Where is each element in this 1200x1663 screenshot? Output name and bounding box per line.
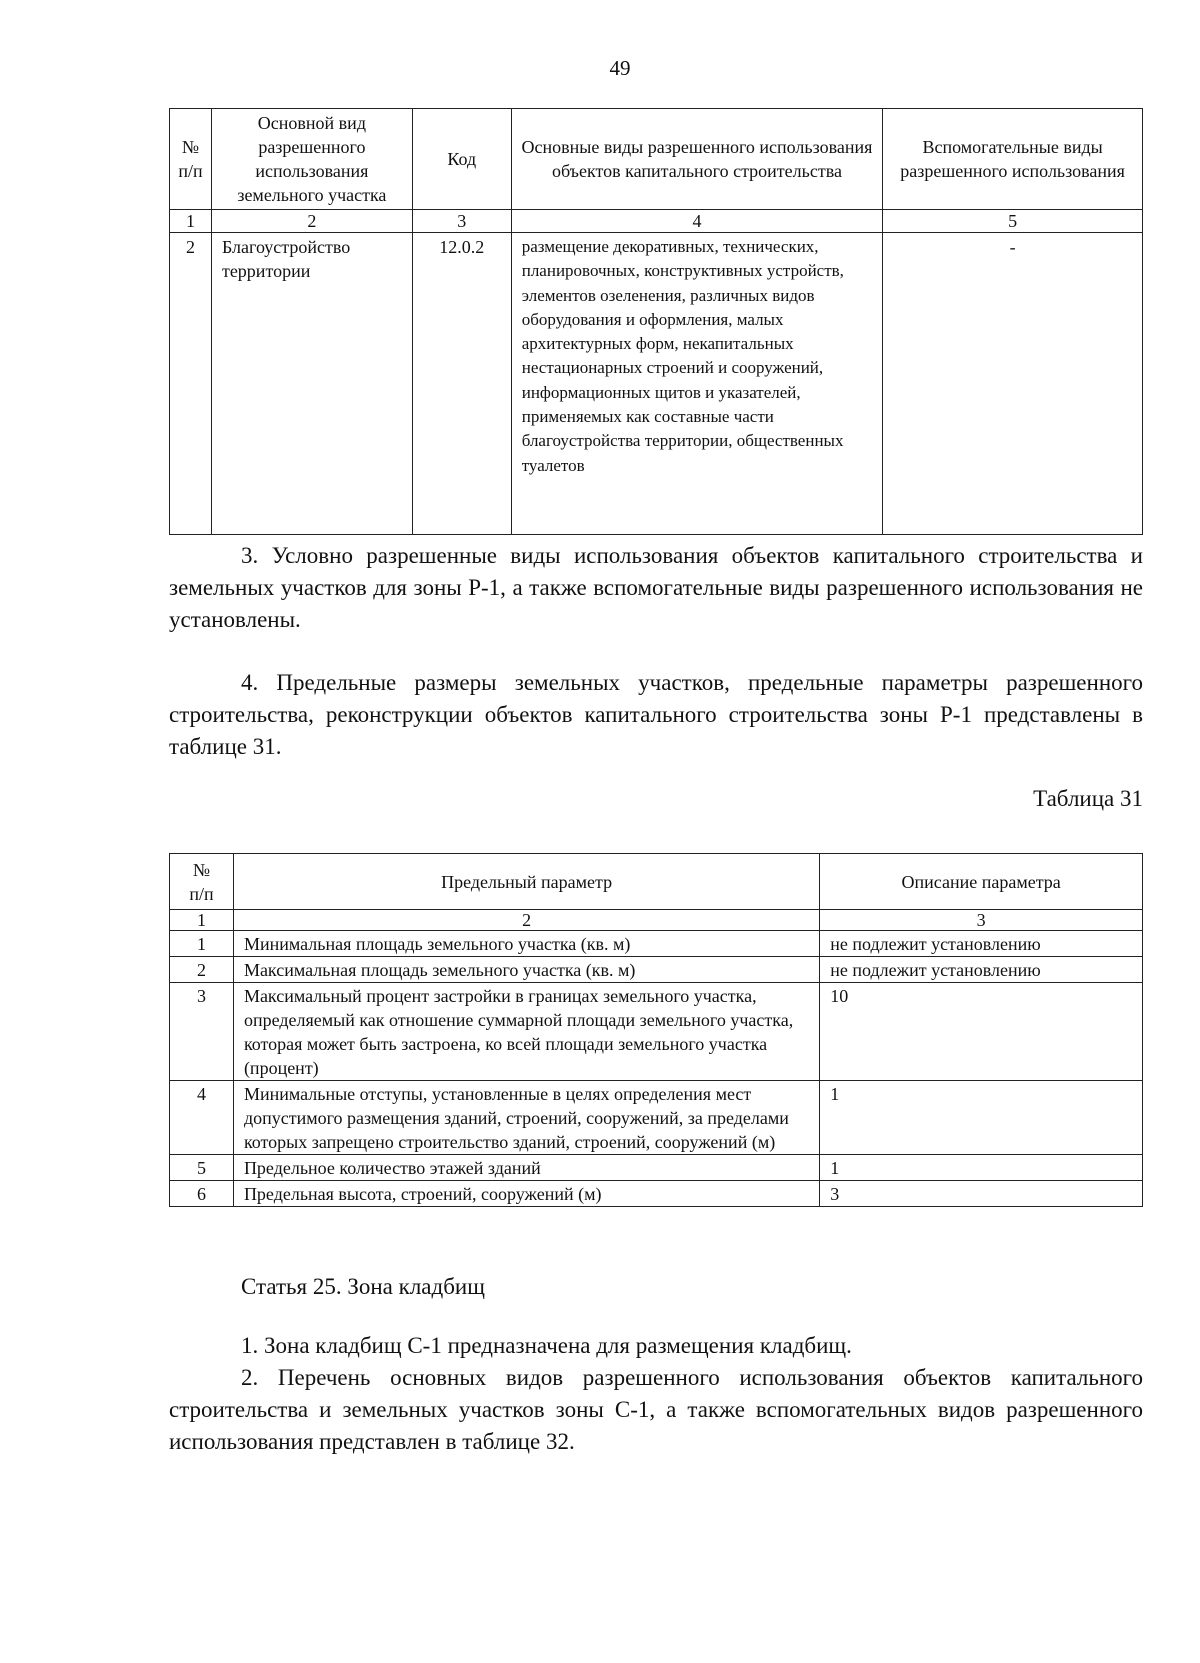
header-auxiliary-uses: Вспомогательные виды разрешенного использования bbox=[883, 109, 1143, 210]
header-number: № п/п bbox=[170, 109, 212, 210]
column-number: 3 bbox=[820, 910, 1143, 931]
parameter-cell: Максимальная площадь земельного участка (кв. м) bbox=[233, 957, 819, 983]
table-31-caption: Таблица 31 bbox=[1033, 786, 1143, 811]
column-numbers-row bbox=[170, 910, 1143, 931]
table-row bbox=[170, 983, 1143, 1081]
parameter-cell: Минимальная площадь земельного участка (кв. м) bbox=[233, 931, 819, 957]
column-number: 1 bbox=[170, 210, 212, 233]
row-number: 6 bbox=[170, 1181, 234, 1207]
column-number: 2 bbox=[211, 210, 412, 233]
column-number: 1 bbox=[170, 910, 234, 931]
header-code: Код bbox=[412, 109, 511, 210]
code-cell: 12.0.2 bbox=[412, 233, 511, 535]
auxiliary-cell: - bbox=[883, 233, 1143, 535]
main-uses-cell: размещение декоративных, технических, планировочных, конструктивных устройств, элементов озеленения, различных видов оборудования и оформления, малых архитектурных форм, некапитальных нестационарных строений и сооружений, информационных щитов и указателей, применяемых как составные части благоустройства территории, общественных туалетов bbox=[511, 233, 883, 535]
row-number: 1 bbox=[170, 931, 234, 957]
paragraph-3: 3. Условно разрешенные виды использования объектов капитального строительства и земельных участков для зоны Р-1, а также вспомогательные виды разрешенного использования не установлены. bbox=[169, 543, 1143, 632]
column-number: 3 bbox=[412, 210, 511, 233]
row-number: 3 bbox=[170, 983, 234, 1081]
parameter-cell: Предельная высота, строений, сооружений (м) bbox=[233, 1181, 819, 1207]
table-row bbox=[170, 1181, 1143, 1207]
table-row bbox=[170, 1081, 1143, 1155]
row-number: 2 bbox=[170, 957, 234, 983]
column-number: 5 bbox=[883, 210, 1143, 233]
header-main-uses: Основные виды разрешенного использования объектов капитального строительства bbox=[511, 109, 883, 210]
article-title: Статья 25. Зона кладбищ bbox=[241, 1274, 485, 1299]
column-numbers-row bbox=[170, 210, 1143, 233]
column-number: 2 bbox=[233, 910, 819, 931]
value-cell: 10 bbox=[820, 983, 1143, 1081]
table-row bbox=[170, 233, 1143, 535]
land-use-cell: Благоустройство территории bbox=[211, 233, 412, 535]
header-land-use: Основной вид разрешенного использования земельного участка bbox=[211, 109, 412, 210]
header-number: № п/п bbox=[170, 854, 234, 910]
parameter-cell: Максимальный процент застройки в границах земельного участка, определяемый как отношение суммарной площади земельного участка, которая может быть застроена, ко всей площади земельного участка (процент) bbox=[233, 983, 819, 1081]
row-number: 4 bbox=[170, 1081, 234, 1155]
value-cell: 1 bbox=[820, 1155, 1143, 1181]
row-number: 2 bbox=[170, 233, 212, 535]
page-number: 49 bbox=[609, 56, 631, 80]
table-row bbox=[170, 931, 1143, 957]
table-31 bbox=[169, 853, 1143, 1207]
paragraph-4: 4. Предельные размеры земельных участков, предельные параметры разрешенного строительства, реконструкции объектов капитального строительства зоны Р-1 представлены в таблице 31. bbox=[169, 670, 1143, 759]
article-paragraph-2: 2. Перечень основных видов разрешенного использования объектов капитального строительства и земельных участков зоны С-1, а также вспомогательных видов разрешенного использования представлен в таблице 32. bbox=[169, 1365, 1143, 1454]
value-cell: 1 bbox=[820, 1081, 1143, 1155]
value-cell: 3 bbox=[820, 1181, 1143, 1207]
row-number: 5 bbox=[170, 1155, 234, 1181]
value-cell: не подлежит установлению bbox=[820, 957, 1143, 983]
table-row bbox=[170, 957, 1143, 983]
header-parameter: Предельный параметр bbox=[233, 854, 819, 910]
header-description: Описание параметра bbox=[820, 854, 1143, 910]
table-row bbox=[170, 1155, 1143, 1181]
parameter-cell: Предельное количество этажей зданий bbox=[233, 1155, 819, 1181]
article-paragraph-1: 1. Зона кладбищ С-1 предназначена для размещения кладбищ. bbox=[241, 1333, 852, 1358]
column-number: 4 bbox=[511, 210, 883, 233]
parameter-cell: Минимальные отступы, установленные в целях определения мест допустимого размещения зданий, строений, сооружений, за пределами которых запрещено строительство зданий, строений, сооружений (м) bbox=[233, 1081, 819, 1155]
value-cell: не подлежит установлению bbox=[820, 931, 1143, 957]
land-use-table bbox=[169, 108, 1143, 535]
